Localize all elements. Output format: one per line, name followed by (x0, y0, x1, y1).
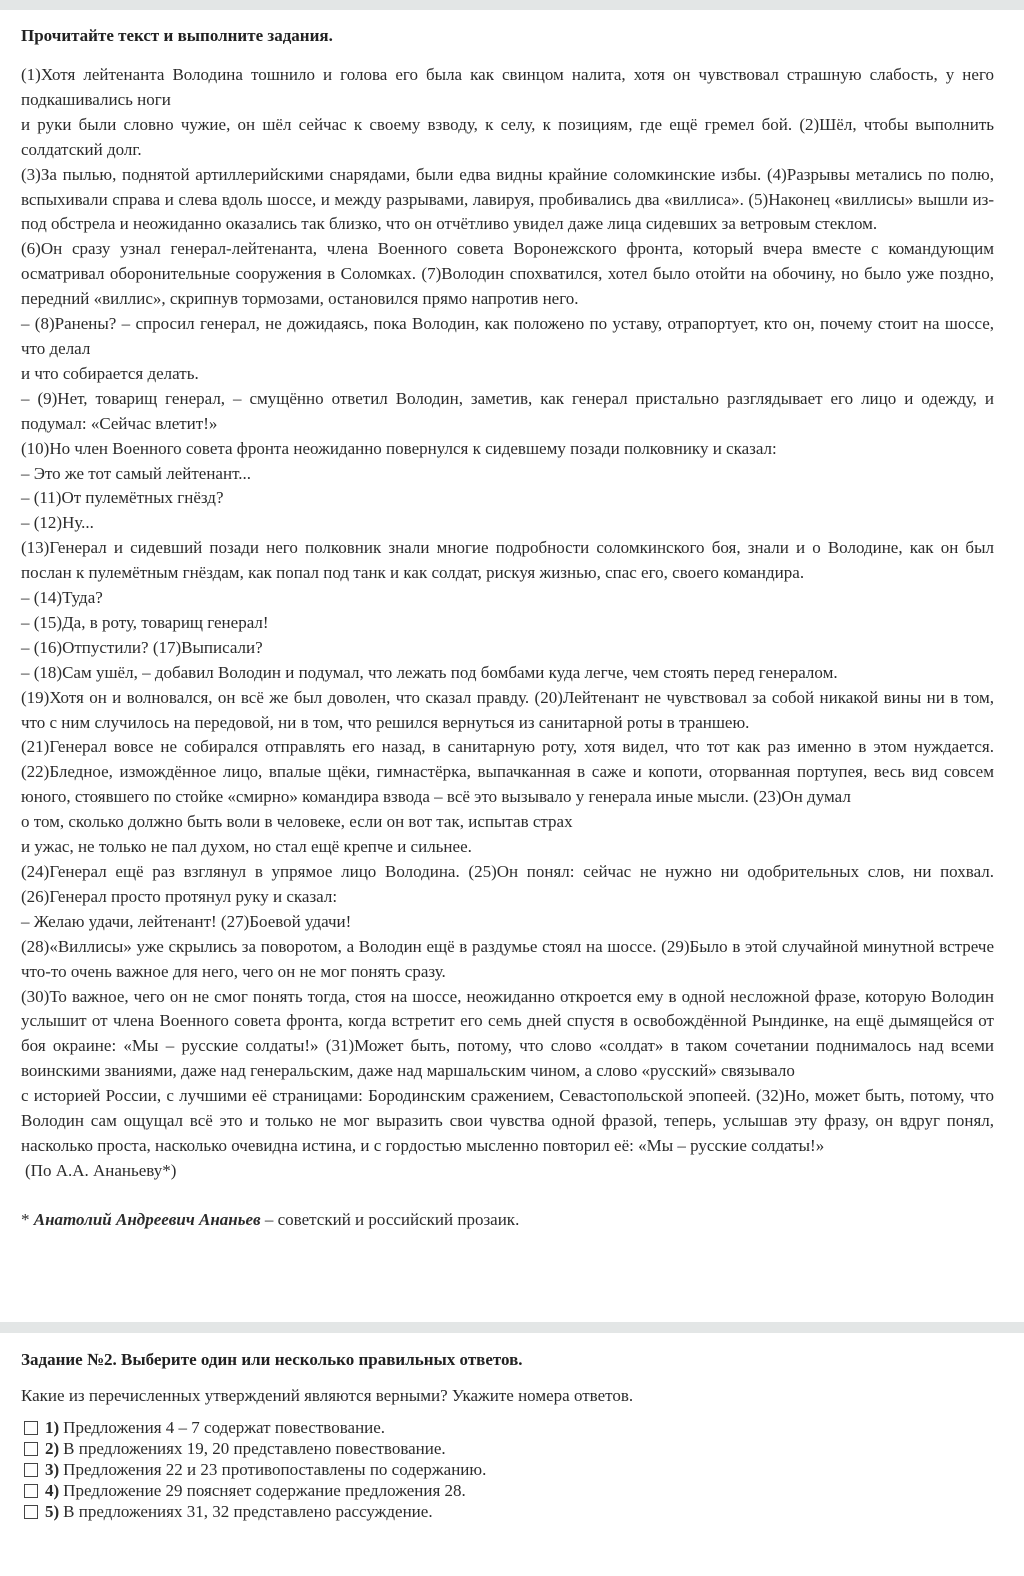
option-text: Предложение 29 поясняет содержание предложения 28. (63, 1480, 466, 1500)
footnote-author-name: Анатолий Андреевич Ананьев (33, 1209, 261, 1229)
passage-paragraph: о том, сколько должно быть воли в человеке, если он вот так, испытав страх (21, 812, 573, 832)
passage-paragraph: (6)Он сразу узнал генерал-лейтенанта, члена Военного совета Воронежского фронта, который вчера вместе с командующим осматривал оборонительные сооружения в Соломках. (7)Володин спохватился, хотел было отойти на обочину, но было уже поздно, передний «виллис», скрипнув тормозами, остановился прямо напротив него. (21, 239, 994, 309)
passage-paragraph: (21)Генерал вовсе не собирался отправлять его назад, в санитарную роту, хотя видел, что тот как раз именно в этом нуждается. (22)Бледное, измождённое лицо, впалые щёки, гимнастёрка, выпачканная в саже и копоти, оторванная портупея, весь вид совсем юного, стоявшего по стойке «смирно» командира взвода – всё это вызывало у генерала иные мысли. (23)Он думал (21, 737, 994, 807)
option-number: 3) (45, 1459, 60, 1479)
passage-paragraph: (24)Генерал ещё раз взглянул в упрямое лицо Володина. (25)Он понял: сейчас не нужно ни одобрительных слов, ни похвал. (26)Генерал просто протянул руку и сказал: (21, 862, 994, 906)
option-text: Предложения 4 – 7 содержат повествование. (63, 1417, 386, 1437)
task-title: Задание №2. Выберите один или несколько правильных ответов. (21, 1350, 523, 1369)
passage-paragraph: – (9)Нет, товарищ генерал, – смущённо ответил Володин, заметив, как генерал пристально разглядывает его лицо и одежду, и подумал: «Сейчас влетит!» (21, 388, 994, 433)
answer-option[interactable] (21, 1480, 991, 1501)
answer-options (21, 1417, 991, 1522)
footnote-description: – советский и российский прозаик. (260, 1209, 520, 1229)
answer-option[interactable] (21, 1459, 991, 1480)
section-divider (0, 1322, 1024, 1333)
passage-paragraph: – Это же тот самый лейтенант... (21, 463, 251, 483)
passage-paragraph: (1)Хотя лейтенанта Володина тошнило и голова его была как свинцом налита, хотя он чувствовал страшную слабость, у него подкашивались ноги (21, 65, 994, 109)
passage-paragraph: (3)За пылью, поднятой артиллерийскими снарядами, были едва видны крайние соломкинские избы. (4)Разрывы метались по полю, вспыхивали справа и слева вдоль шоссе, и между разрывами, лавируя, пробивались два «виллиса». (5)Наконец «виллисы» вышли из-под обстрела и неожиданно оказались так близко, что он отчётливо увидел даже лица сидевших за ветровым стеклом. (21, 164, 994, 234)
passage-paragraph: – Желаю удачи, лейтенант! (27)Боевой удачи! (21, 911, 352, 931)
passage-paragraph: – (8)Ранены? – спросил генерал, не дожидаясь, пока Володин, как положено по уставу, отрапортует, кто он, почему стоит на шоссе, что делал (21, 314, 994, 358)
passage-paragraph: – (16)Отпустили? (17)Выписали? (21, 637, 263, 657)
passage-paragraph: – (15)Да, в роту, товарищ генерал! (21, 612, 269, 632)
passage-paragraph: (10)Но член Военного совета фронта неожиданно повернулся к сидевшему позади полковнику и сказал: (21, 438, 777, 458)
answer-option[interactable] (21, 1417, 991, 1438)
passage-paragraph: – (18)Сам ушёл, – добавил Володин и подумал, что лежать под бомбами куда легче, чем стоять перед генералом. (21, 662, 838, 682)
passage-paragraph: – (11)От пулемётных гнёзд? (21, 488, 224, 508)
option-number: 5) (45, 1501, 60, 1521)
passage-paragraph: и что собирается делать. (21, 363, 199, 383)
option-text: Предложения 22 и 23 противопоставлены по содержанию. (63, 1459, 487, 1479)
passage-paragraph: – (14)Туда? (21, 588, 103, 608)
option-text: В предложениях 31, 32 представлено рассуждение. (63, 1501, 433, 1521)
passage-paragraph: и ужас, не только не пал духом, но стал ещё крепче и сильнее. (21, 837, 472, 857)
passage-paragraph: (30)То важное, чего он не смог понять тогда, стоя на шоссе, неожиданно откроется ему в одной несложной фразе, которую Володин услышит от члена Военного совета фронта, когда встретит его семь дней спустя в освобождённой Рындинке, на ещё дымящейся от боя окраине: «Мы – русские солдаты!» (31)Может быть, потому, что слово «солдат» в таком сочетании поднималось над всеми воинскими званиями, даже над генеральским, даже над маршальским чином, а слово «русский» связывало (21, 986, 994, 1081)
passage-paragraph: и руки были словно чужие, он шёл сейчас к своему взводу, к селу, к позициям, где ещё гремел бой. (2)Шёл, чтобы выполнить солдатский долг. (21, 114, 994, 159)
passage-paragraph: с историей России, с лучшими её страницами: Бородинским сражением, Севастопольской эпопеей. (32)Но, может быть, потому, что Володин сам ощущал всё это и только не мог выразить свои чувства одной фразой, теперь, услышав эту фразу, он вдруг понял, насколько проста, насколько очевидна истина, и с гордостью мысленно повторил её: «Мы – русские солдаты!» (21, 1086, 994, 1155)
option-number: 2) (45, 1438, 60, 1458)
top-divider (0, 0, 1024, 10)
option-number: 4) (45, 1480, 60, 1500)
passage-paragraph: (28)«Виллисы» уже скрылись за поворотом, а Володин ещё в раздумье стоял на шоссе. (29)Было в этой случайной минутной встрече что-то очень важное для него, чего он не мог понять сразу. (21, 936, 994, 981)
option-text: В предложениях 19, 20 представлено повествование. (63, 1438, 446, 1458)
answer-checkbox[interactable] (24, 1421, 38, 1435)
reading-heading: Прочитайте текст и выполните задания. (21, 26, 333, 45)
answer-checkbox[interactable] (24, 1463, 38, 1477)
footnote-star: * (21, 1209, 34, 1229)
option-number: 1) (45, 1417, 60, 1437)
author-attribution: (По А.А. Ананьеву*) (25, 1160, 177, 1180)
task-question: Какие из перечисленных утверждений являются верными? Укажите номера ответов. (21, 1386, 634, 1405)
answer-option[interactable] (21, 1438, 991, 1459)
answer-checkbox[interactable] (24, 1505, 38, 1519)
reading-section (0, 10, 1024, 1231)
footnote (21, 1209, 994, 1231)
passage-text (21, 63, 994, 1159)
answer-checkbox[interactable] (24, 1484, 38, 1498)
answer-checkbox[interactable] (24, 1442, 38, 1456)
answer-option[interactable] (21, 1501, 991, 1522)
passage-paragraph: (19)Хотя он и волновался, он всё же был доволен, что сказал правду. (20)Лейтенант не чувствовал за собой никакой вины ни в том, что с ним случилось на передовой, ни в том, что решился вернуться из санитарной роты в траншею. (21, 687, 994, 732)
passage-paragraph: (13)Генерал и сидевший позади него полковник знали многие подробности соломкинского боя, знали и о Володине, как он был послан к пулемётным гнёздам, как попал под танк и как солдат, рискуя жизнью, спас его, своего командира. (21, 538, 994, 583)
task-section (21, 1349, 991, 1522)
passage-paragraph: – (12)Ну... (21, 513, 94, 533)
